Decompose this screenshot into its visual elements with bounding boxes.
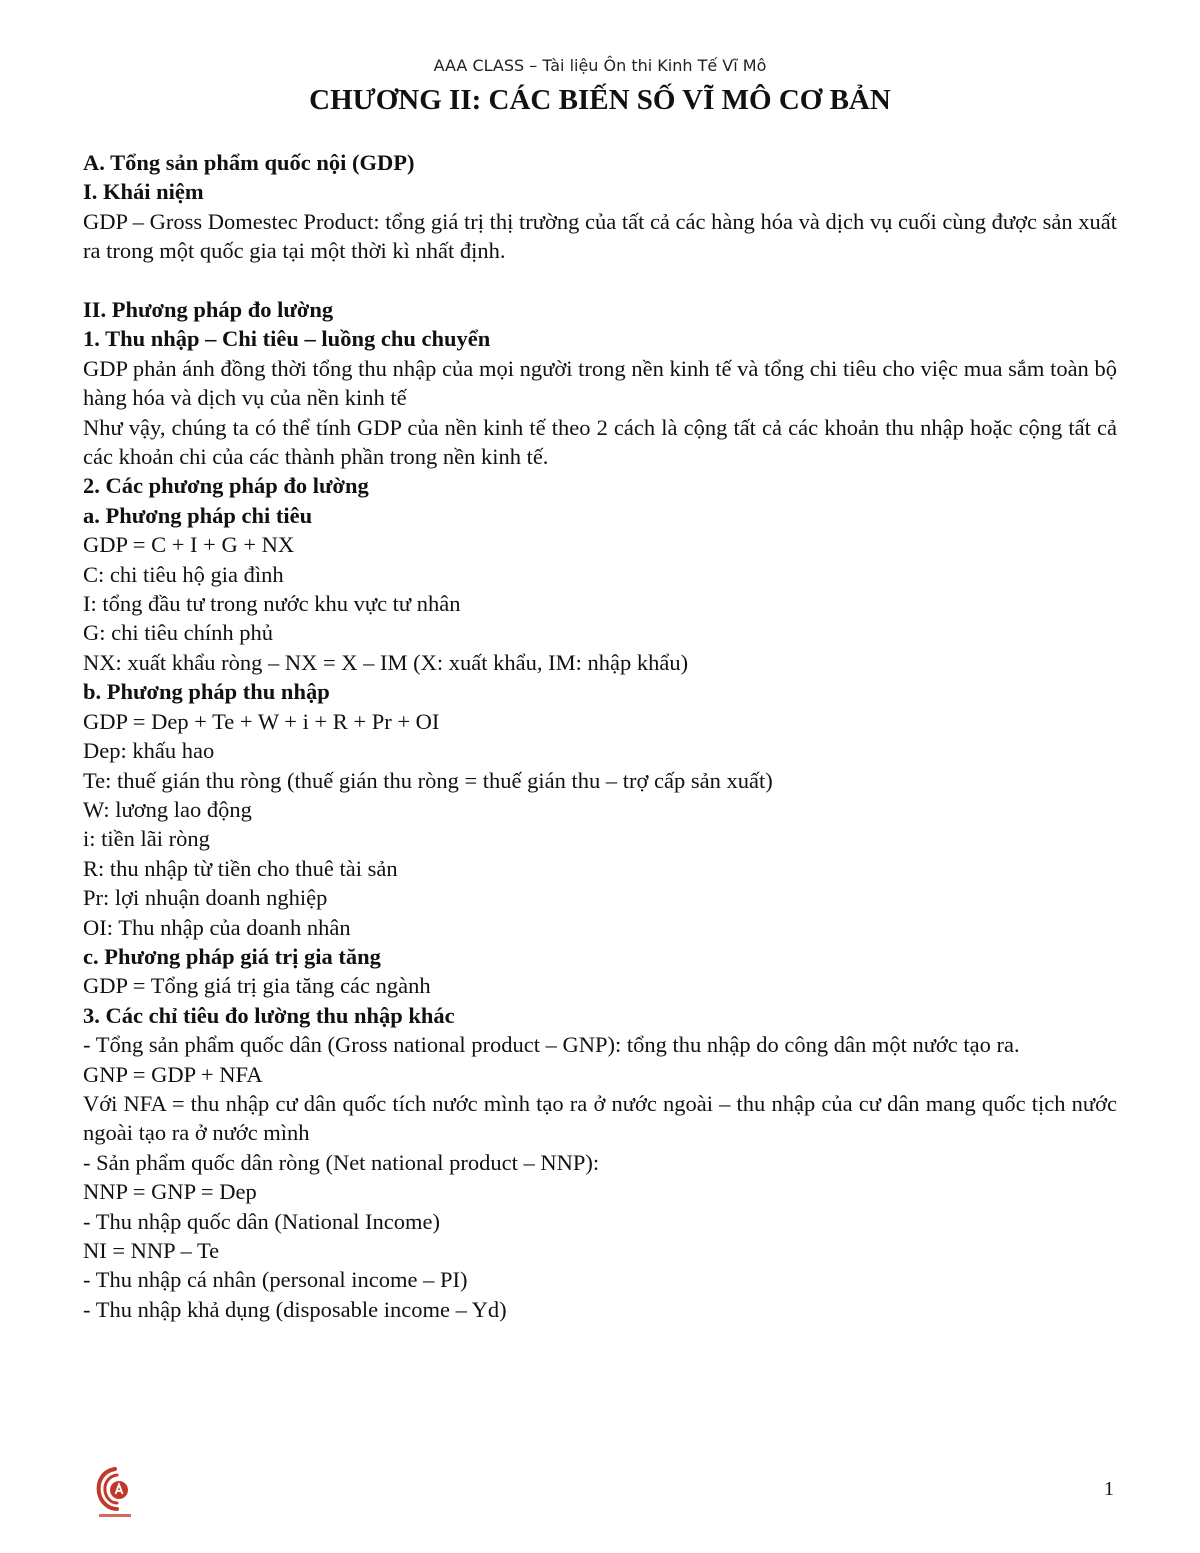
definition-interest: i: tiền lãi ròng: [83, 826, 210, 852]
paragraph-gdp-definition: GDP – Gross Domestec Product: tổng giá trị thị trường của tất cả các hàng hóa và dịch vụ cuối cùng được sản xuất ra trong một quốc gia tại một thời kì nhất định.: [83, 208, 1117, 264]
definition-g: G: chi tiêu chính phủ: [83, 620, 273, 646]
definition-nfa: Với NFA = thu nhập cư dân quốc tích nước mình tạo ra ở nước ngoài – thu nhập của cư dân mang quốc tịch nước ngoài tạo ra ở nước mình: [83, 1090, 1117, 1146]
definition-r: R: thu nhập từ tiền cho thuê tài sản: [83, 855, 398, 881]
page-number: 1: [1104, 1478, 1114, 1500]
definition-nnp: - Sản phẩm quốc dân ròng (Net national product – NNP):: [83, 1149, 600, 1175]
definition-gnp: - Tổng sản phẩm quốc dân (Gross national product – GNP): tổng thu nhập do công dân một nước tạo ra.: [83, 1032, 1020, 1058]
subheading-circular-flow: 1. Thu nhập – Chi tiêu – luồng chu chuyển: [83, 326, 491, 352]
formula-value-added: GDP = Tổng giá trị gia tăng các ngành: [83, 973, 431, 999]
definition-yd: - Thu nhập khả dụng (disposable income – Yd): [83, 1296, 507, 1322]
paragraph-two-ways: Như vậy, chúng ta có thể tính GDP của nền kinh tế theo 2 cách là cộng tất cả các khoản thu nhập hoặc cộng tất cả các khoản chi của các thành phần trong nền kinh tế.: [83, 414, 1117, 470]
definition-pr: Pr: lợi nhuận doanh nghiệp: [83, 885, 328, 911]
definition-w: W: lương lao động: [83, 796, 252, 822]
subheading-income-method: b. Phương pháp thu nhập: [83, 679, 330, 705]
definition-dep: Dep: khấu hao: [83, 738, 215, 764]
aaa-class-logo-icon: [93, 1463, 137, 1523]
subheading-measurement-methods: 2. Các phương pháp đo lường: [83, 473, 369, 499]
subheading-other-indicators: 3. Các chỉ tiêu đo lường thu nhập khác: [83, 1002, 455, 1028]
section-heading-a: A. Tổng sản phẩm quốc nội (GDP): [83, 150, 415, 175]
definition-oi: OI: Thu nhập của doanh nhân: [83, 914, 351, 940]
definition-pi: - Thu nhập cá nhân (personal income – PI): [83, 1267, 468, 1293]
formula-expenditure: GDP = C + I + G + NX: [83, 532, 295, 558]
subheading-expenditure-method: a. Phương pháp chi tiêu: [83, 502, 313, 528]
chapter-title: CHƯƠNG II: CÁC BIẾN SỐ VĨ MÔ CƠ BẢN: [309, 84, 891, 116]
subheading-value-added-method: c. Phương pháp giá trị gia tăng: [83, 943, 381, 969]
formula-gnp: GNP = GDP + NFA: [83, 1061, 263, 1087]
definition-ni: - Thu nhập quốc dân (National Income): [83, 1208, 440, 1234]
formula-ni: NI = NNP – Te: [83, 1238, 220, 1264]
section-heading-concept: I. Khái niệm: [83, 179, 204, 205]
section-heading-methods: II. Phương pháp đo lường: [83, 297, 334, 323]
definition-i: I: tổng đầu tư trong nước khu vực tư nhân: [83, 591, 461, 617]
formula-income: GDP = Dep + Te + W + i + R + Pr + OI: [83, 708, 440, 734]
definition-nx: NX: xuất khẩu ròng – NX = X – IM (X: xuất khẩu, IM: nhập khẩu): [83, 649, 689, 675]
definition-c: C: chi tiêu hộ gia đình: [83, 561, 284, 587]
formula-nnp: NNP = GNP = Dep: [83, 1179, 257, 1205]
definition-te: Te: thuế gián thu ròng (thuế gián thu ròng = thuế gián thu – trợ cấp sản xuất): [83, 767, 773, 793]
running-header: AAA CLASS – Tài liệu Ôn thi Kinh Tế Vĩ Mô: [433, 56, 767, 75]
blank-line: [83, 266, 1117, 295]
paragraph-circular-flow: GDP phản ánh đồng thời tổng thu nhập của mọi người trong nền kinh tế và tổng chi tiêu cho việc mua sắm toàn bộ hàng hóa và dịch vụ của nền kinh tế: [83, 355, 1117, 411]
document-body: [83, 148, 1117, 1324]
